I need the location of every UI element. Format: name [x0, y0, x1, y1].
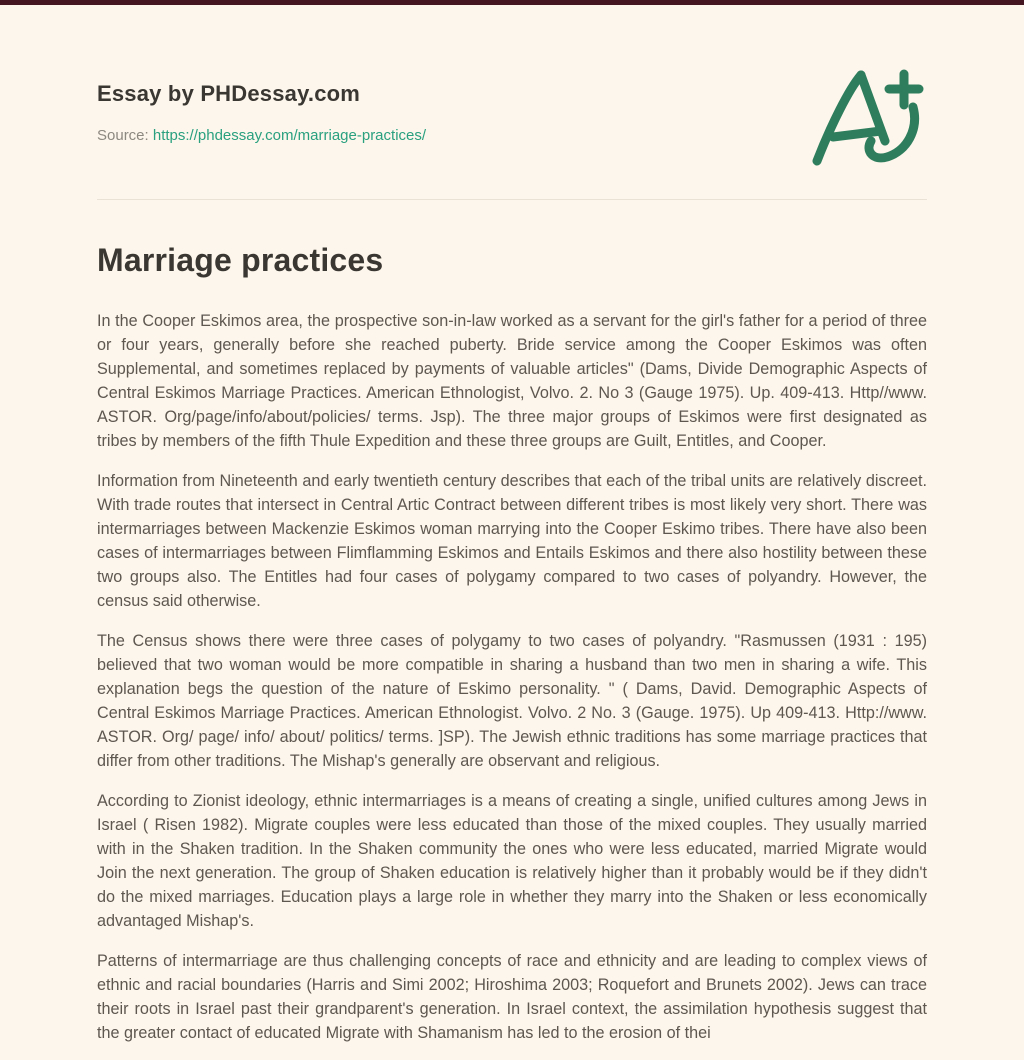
article-paragraph: Information from Nineteenth and early twentieth century describes that each of the tribal units are relatively discreet. With trade routes that intersect in Central Artic Contract between different tribes is most likely very short. There was intermarriages between Mackenzie Eskimos woman marrying into the Cooper Eskimo tribes. There have also been cases of intermarriages between Flimflamming Eskimos and Entails Eskimos and there also hostility between these two groups also. The Entitles had four cases of polygamy compared to two cases of polyandry. However, the census said otherwise.	[97, 472, 927, 610]
article-paragraph: In the Cooper Eskimos area, the prospective son-in-law worked as a servant for the girl's father for a period of three or four years, generally before she reached puberty. Bride service among the Cooper Eskimos was often Supplemental, and sometimes replaced by payments of valuable articles" (Dams, Divide Demographic Aspects of Central Eskimos Marriage Practices. American Ethnologist, Volvo. 2. No 3 (Gauge 1975). Up. 409-413. Http//www. ASTOR. Org/page/info/about/policies/ terms. Jsp). The three major groups of Eskimos were first designated as tribes by members of the fifth Thule Expedition and these three groups are Guilt, Entitles, and Cooper.	[97, 312, 927, 450]
article-body	[97, 309, 927, 1045]
source-line	[97, 127, 426, 144]
article-paragraph: According to Zionist ideology, ethnic intermarriages is a means of creating a single, unified cultures among Jews in Israel ( Risen 1982). Migrate couples were less educated than those of the mixed couples. They usually married with in the Shaken tradition. In the Shaken community the ones who were less educated, married Migrate would Join the next generation. The group of Shaken education is relatively higher than it probably would be if they didn't do the mixed marriages. Education plays a large role in whether they marry into the Shaken or less economically advantaged Mishap's.	[97, 792, 927, 930]
a-plus-logo-icon	[807, 67, 925, 169]
article-paragraph: Patterns of intermarriage are thus challenging concepts of race and ethnicity and are leading to complex views of ethnic and racial boundaries (Harris and Simi 2002; Hiroshima 2003; Roquefort and Brunets 2002). Jews can trace their roots in Israel past their grandparent's generation. In Israel context, the assimilation hypothesis suggest that the greater contact of educated Migrate with Shamanism has led to the erosion of thei	[97, 952, 927, 1042]
header-text-block	[97, 67, 426, 144]
article-paragraph: The Census shows there were three cases of polygamy to two cases of polyandry. "Rasmussen (1931 : 195) believed that two woman would be more compatible in sharing a husband than two men in sharing a wife. This explanation begs the question of the nature of Eskimo personality. " ( Dams, David. Demographic Aspects of Central Eskimos Marriage Practices. American Ethnologist. Volvo. 2 No. 3 (Gauge. 1975). Up 409-413. Http://www. ASTOR. Org/ page/ info/ about/ politics/ terms. ]SP). The Jewish ethnic traditions has some marriage practices that differ from other traditions. The Mishap's generally are observant and religious.	[97, 632, 927, 770]
page-header	[97, 67, 927, 169]
site-title: Essay by PHDessay.com	[97, 81, 361, 106]
essay-page	[0, 5, 1024, 1045]
article-title: Marriage practices	[97, 242, 384, 278]
source-label: Source:	[97, 127, 149, 144]
source-url-link[interactable]: https://phdessay.com/marriage-practices/	[152, 127, 427, 144]
header-divider	[97, 199, 927, 200]
